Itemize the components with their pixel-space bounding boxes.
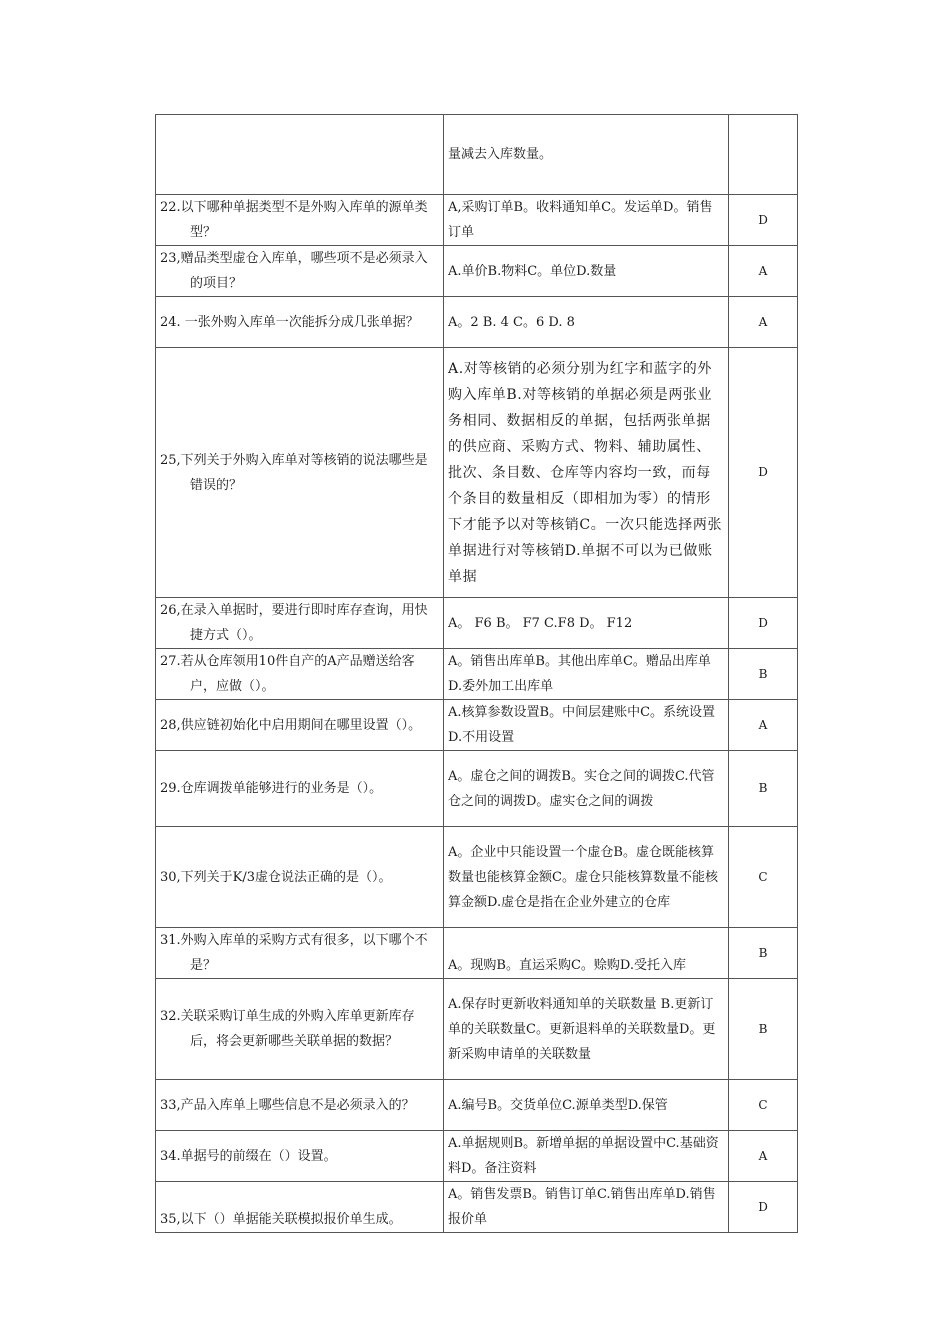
question-cell: 24. 一张外购入库单一次能拆分成几张单据？ bbox=[156, 297, 444, 348]
answer-cell: B bbox=[729, 928, 798, 979]
table-row bbox=[156, 598, 798, 649]
question-cell: 34.单据号的前缀在（）设置。 bbox=[156, 1131, 444, 1182]
options-cell: A。销售发票B。销售订单C.销售出库单D.销售报价单 bbox=[444, 1182, 729, 1233]
options-cell: A。虚仓之间的调拨B。实仓之间的调拨C.代管仓之间的调拨D。虚实仓之间的调拨 bbox=[444, 751, 729, 827]
answer-cell: A bbox=[729, 246, 798, 297]
answer-cell: C bbox=[729, 827, 798, 928]
options-cell: A.保存时更新收料通知单的关联数量 B.更新订单的关联数量C。更新退料单的关联数量D。更新采购申请单的关联数量 bbox=[444, 979, 729, 1080]
question-cell: 30,下列关于K/3虚仓说法正确的是（）。 bbox=[156, 827, 444, 928]
answer-cell bbox=[729, 115, 798, 195]
options-cell: A.对等核销的必须分别为红字和蓝字的外购入库单B.对等核销的单据必须是两张业务相同、数据相反的单据，包括两张单据的供应商、采购方式、物料、辅助属性、批次、条目数、仓库等内容均一致，而每个条目的数量相反（即相加为零）的情形下才能予以对等核销C。一次只能选择两张单据进行对等核销D.单据不可以为已做账单据 bbox=[444, 348, 729, 598]
question-cell: 32.关联采购订单生成的外购入库单更新库存后，将会更新哪些关联单据的数据？ bbox=[156, 979, 444, 1080]
answer-cell: C bbox=[729, 1080, 798, 1131]
table-row bbox=[156, 115, 798, 195]
answer-cell: A bbox=[729, 1131, 798, 1182]
table-row bbox=[156, 1182, 798, 1233]
answer-cell: D bbox=[729, 598, 798, 649]
question-cell: 28,供应链初始化中启用期间在哪里设置（）。 bbox=[156, 700, 444, 751]
question-cell: 27.若从仓库领用10件自产的A产品赠送给客户，应做（）。 bbox=[156, 649, 444, 700]
question-cell: 23,赠品类型虚仓入库单，哪些项不是必须录入的项目？ bbox=[156, 246, 444, 297]
table-row bbox=[156, 348, 798, 598]
question-cell bbox=[156, 115, 444, 195]
table-row bbox=[156, 1131, 798, 1182]
table-row bbox=[156, 928, 798, 979]
options-cell: A.编号B。交货单位C.源单类型D.保管 bbox=[444, 1080, 729, 1131]
options-cell: A。企业中只能设置一个虚仓B。虚仓既能核算数量也能核算金额C。虚仓只能核算数量不能核算金额D.虚仓是指在企业外建立的仓库 bbox=[444, 827, 729, 928]
options-cell: A,采购订单B。收料通知单C。发运单D。销售订单 bbox=[444, 195, 729, 246]
question-cell: 25,下列关于外购入库单对等核销的说法哪些是错误的？ bbox=[156, 348, 444, 598]
table-row bbox=[156, 827, 798, 928]
answer-cell: D bbox=[729, 195, 798, 246]
question-cell: 22.以下哪种单据类型不是外购入库单的源单类型？ bbox=[156, 195, 444, 246]
answer-cell: B bbox=[729, 751, 798, 827]
options-cell: A.单据规则B。新增单据的单据设置中C.基础资料D。备注资料 bbox=[444, 1131, 729, 1182]
table-row bbox=[156, 751, 798, 827]
options-cell: A。 F6 B。 F7 C.F8 D。 F12 bbox=[444, 598, 729, 649]
question-cell: 35,以下（）单据能关联模拟报价单生成。 bbox=[156, 1182, 444, 1233]
options-cell: A。2 B. 4 C。6 D. 8 bbox=[444, 297, 729, 348]
options-cell: A。现购B。直运采购C。赊购D.受托入库 bbox=[444, 928, 729, 979]
options-cell: A。销售出库单B。其他出库单C。赠品出库单D.委外加工出库单 bbox=[444, 649, 729, 700]
answer-cell: D bbox=[729, 348, 798, 598]
question-table bbox=[155, 114, 798, 1233]
options-cell: A.单价B.物料C。单位D.数量 bbox=[444, 246, 729, 297]
answer-cell: A bbox=[729, 700, 798, 751]
table-row bbox=[156, 979, 798, 1080]
question-cell: 26,在录入单据时，要进行即时库存查询，用快捷方式（）。 bbox=[156, 598, 444, 649]
table-row bbox=[156, 1080, 798, 1131]
table-row bbox=[156, 297, 798, 348]
options-cell: A.核算参数设置B。中间层建账中C。系统设置D.不用设置 bbox=[444, 700, 729, 751]
table-row bbox=[156, 700, 798, 751]
answer-cell: D bbox=[729, 1182, 798, 1233]
question-cell: 29.仓库调拨单能够进行的业务是（）。 bbox=[156, 751, 444, 827]
answer-cell: A bbox=[729, 297, 798, 348]
answer-cell: B bbox=[729, 979, 798, 1080]
options-cell: 量减去入库数量。 bbox=[444, 115, 729, 195]
question-cell: 31.外购入库单的采购方式有很多，以下哪个不是？ bbox=[156, 928, 444, 979]
table-row bbox=[156, 195, 798, 246]
table-row bbox=[156, 246, 798, 297]
question-cell: 33,产品入库单上哪些信息不是必须录入的？ bbox=[156, 1080, 444, 1131]
table-row bbox=[156, 649, 798, 700]
answer-cell: B bbox=[729, 649, 798, 700]
